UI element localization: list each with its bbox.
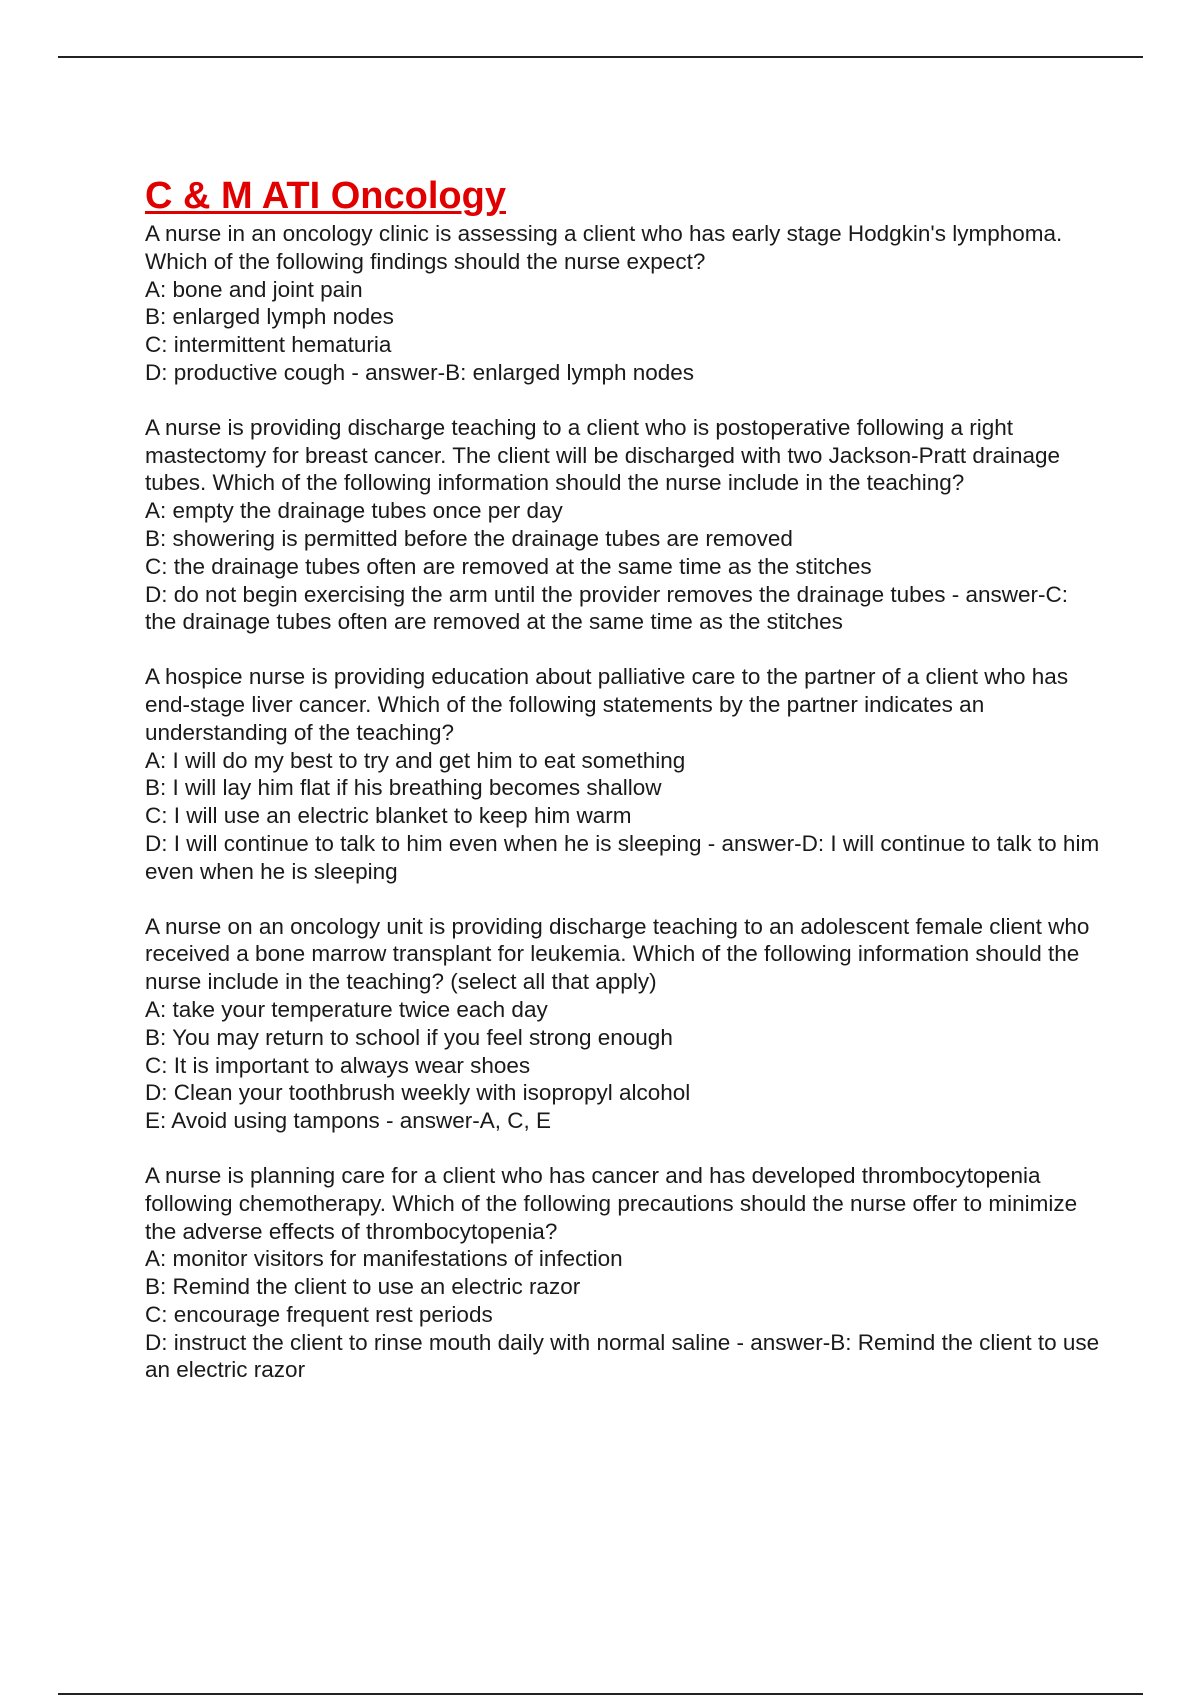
answer-option: D: productive cough - answer-B: enlarged lymph nodes bbox=[145, 359, 695, 385]
answer-option: A: I will do my best to try and get him to eat something bbox=[145, 747, 686, 773]
answer-option: B: Remind the client to use an electric razor bbox=[145, 1274, 581, 1300]
answer-option: C: the drainage tubes often are removed at the same time as the stitches bbox=[145, 553, 872, 579]
answer-option: C: encourage frequent rest periods bbox=[145, 1301, 493, 1327]
answer-option: B: I will lay him flat if his breathing becomes shallow bbox=[145, 775, 662, 801]
question-2 bbox=[145, 414, 1105, 636]
header-rule bbox=[58, 56, 1143, 58]
question-stem: A hospice nurse is providing education about palliative care to the partner of a client who has end-stage liver cancer. Which of the following statements by the partner indicates an understanding of the teaching? bbox=[145, 664, 1069, 745]
question-stem: A nurse is providing discharge teaching to a client who is postoperative following a right mastectomy for breast cancer. The client will be discharged with two Jackson-Pratt drainage tubes. Which of the following information should the nurse include in the teaching? bbox=[145, 414, 1061, 496]
answer-option: D: Clean your toothbrush weekly with isopropyl alcohol bbox=[145, 1080, 691, 1106]
answer-option: B: enlarged lymph nodes bbox=[145, 304, 394, 330]
question-stem: A nurse on an oncology unit is providing discharge teaching to an adolescent female client who received a bone marrow transplant for leukemia. Which of the following information should the nurse include in the teaching? (select all that apply) bbox=[145, 913, 1090, 995]
answer-option: D: do not begin exercising the arm until the provider removes the drainage tubes - answer-C: the drainage tubes often are removed at the same time as the stitches bbox=[145, 581, 1068, 635]
answer-option: E: Avoid using tampons - answer-A, C, E bbox=[145, 1108, 552, 1134]
question-1 bbox=[145, 220, 1105, 387]
answer-option: B: showering is permitted before the drainage tubes are removed bbox=[145, 525, 793, 551]
document-body bbox=[145, 172, 1105, 1411]
answer-option: D: I will continue to talk to him even when he is sleeping - answer-D: I will continue to talk to him even when he is sleeping bbox=[145, 830, 1100, 884]
question-stem: A nurse is planning care for a client who has cancer and has developed thrombocytopenia following chemotherapy. Which of the following precautions should the nurse offer to minimize the adverse effects of thrombocytopenia? bbox=[145, 1162, 1078, 1244]
question-stem: A nurse in an oncology clinic is assessing a client who has early stage Hodgkin's lymphoma. Which of the following findings should the nurse expect? bbox=[145, 221, 1063, 274]
answer-option: B: You may return to school if you feel strong enough bbox=[145, 1024, 673, 1050]
question-4 bbox=[145, 913, 1105, 1135]
question-5 bbox=[145, 1162, 1105, 1384]
document-title: C & M ATI Oncology bbox=[145, 175, 506, 217]
question-3 bbox=[145, 663, 1105, 885]
answer-option: A: monitor visitors for manifestations of infection bbox=[145, 1246, 623, 1272]
answer-option: A: take your temperature twice each day bbox=[145, 996, 548, 1022]
answer-option: A: bone and joint pain bbox=[145, 276, 363, 302]
footer-rule bbox=[58, 1693, 1143, 1695]
answer-option: A: empty the drainage tubes once per day bbox=[145, 498, 563, 524]
answer-option: C: intermittent hematuria bbox=[145, 332, 392, 358]
answer-option: C: It is important to always wear shoes bbox=[145, 1052, 531, 1078]
answer-option: C: I will use an electric blanket to keep him warm bbox=[145, 803, 632, 829]
answer-option: D: instruct the client to rinse mouth daily with normal saline - answer-B: Remind the client to use an electric razor bbox=[145, 1329, 1100, 1383]
